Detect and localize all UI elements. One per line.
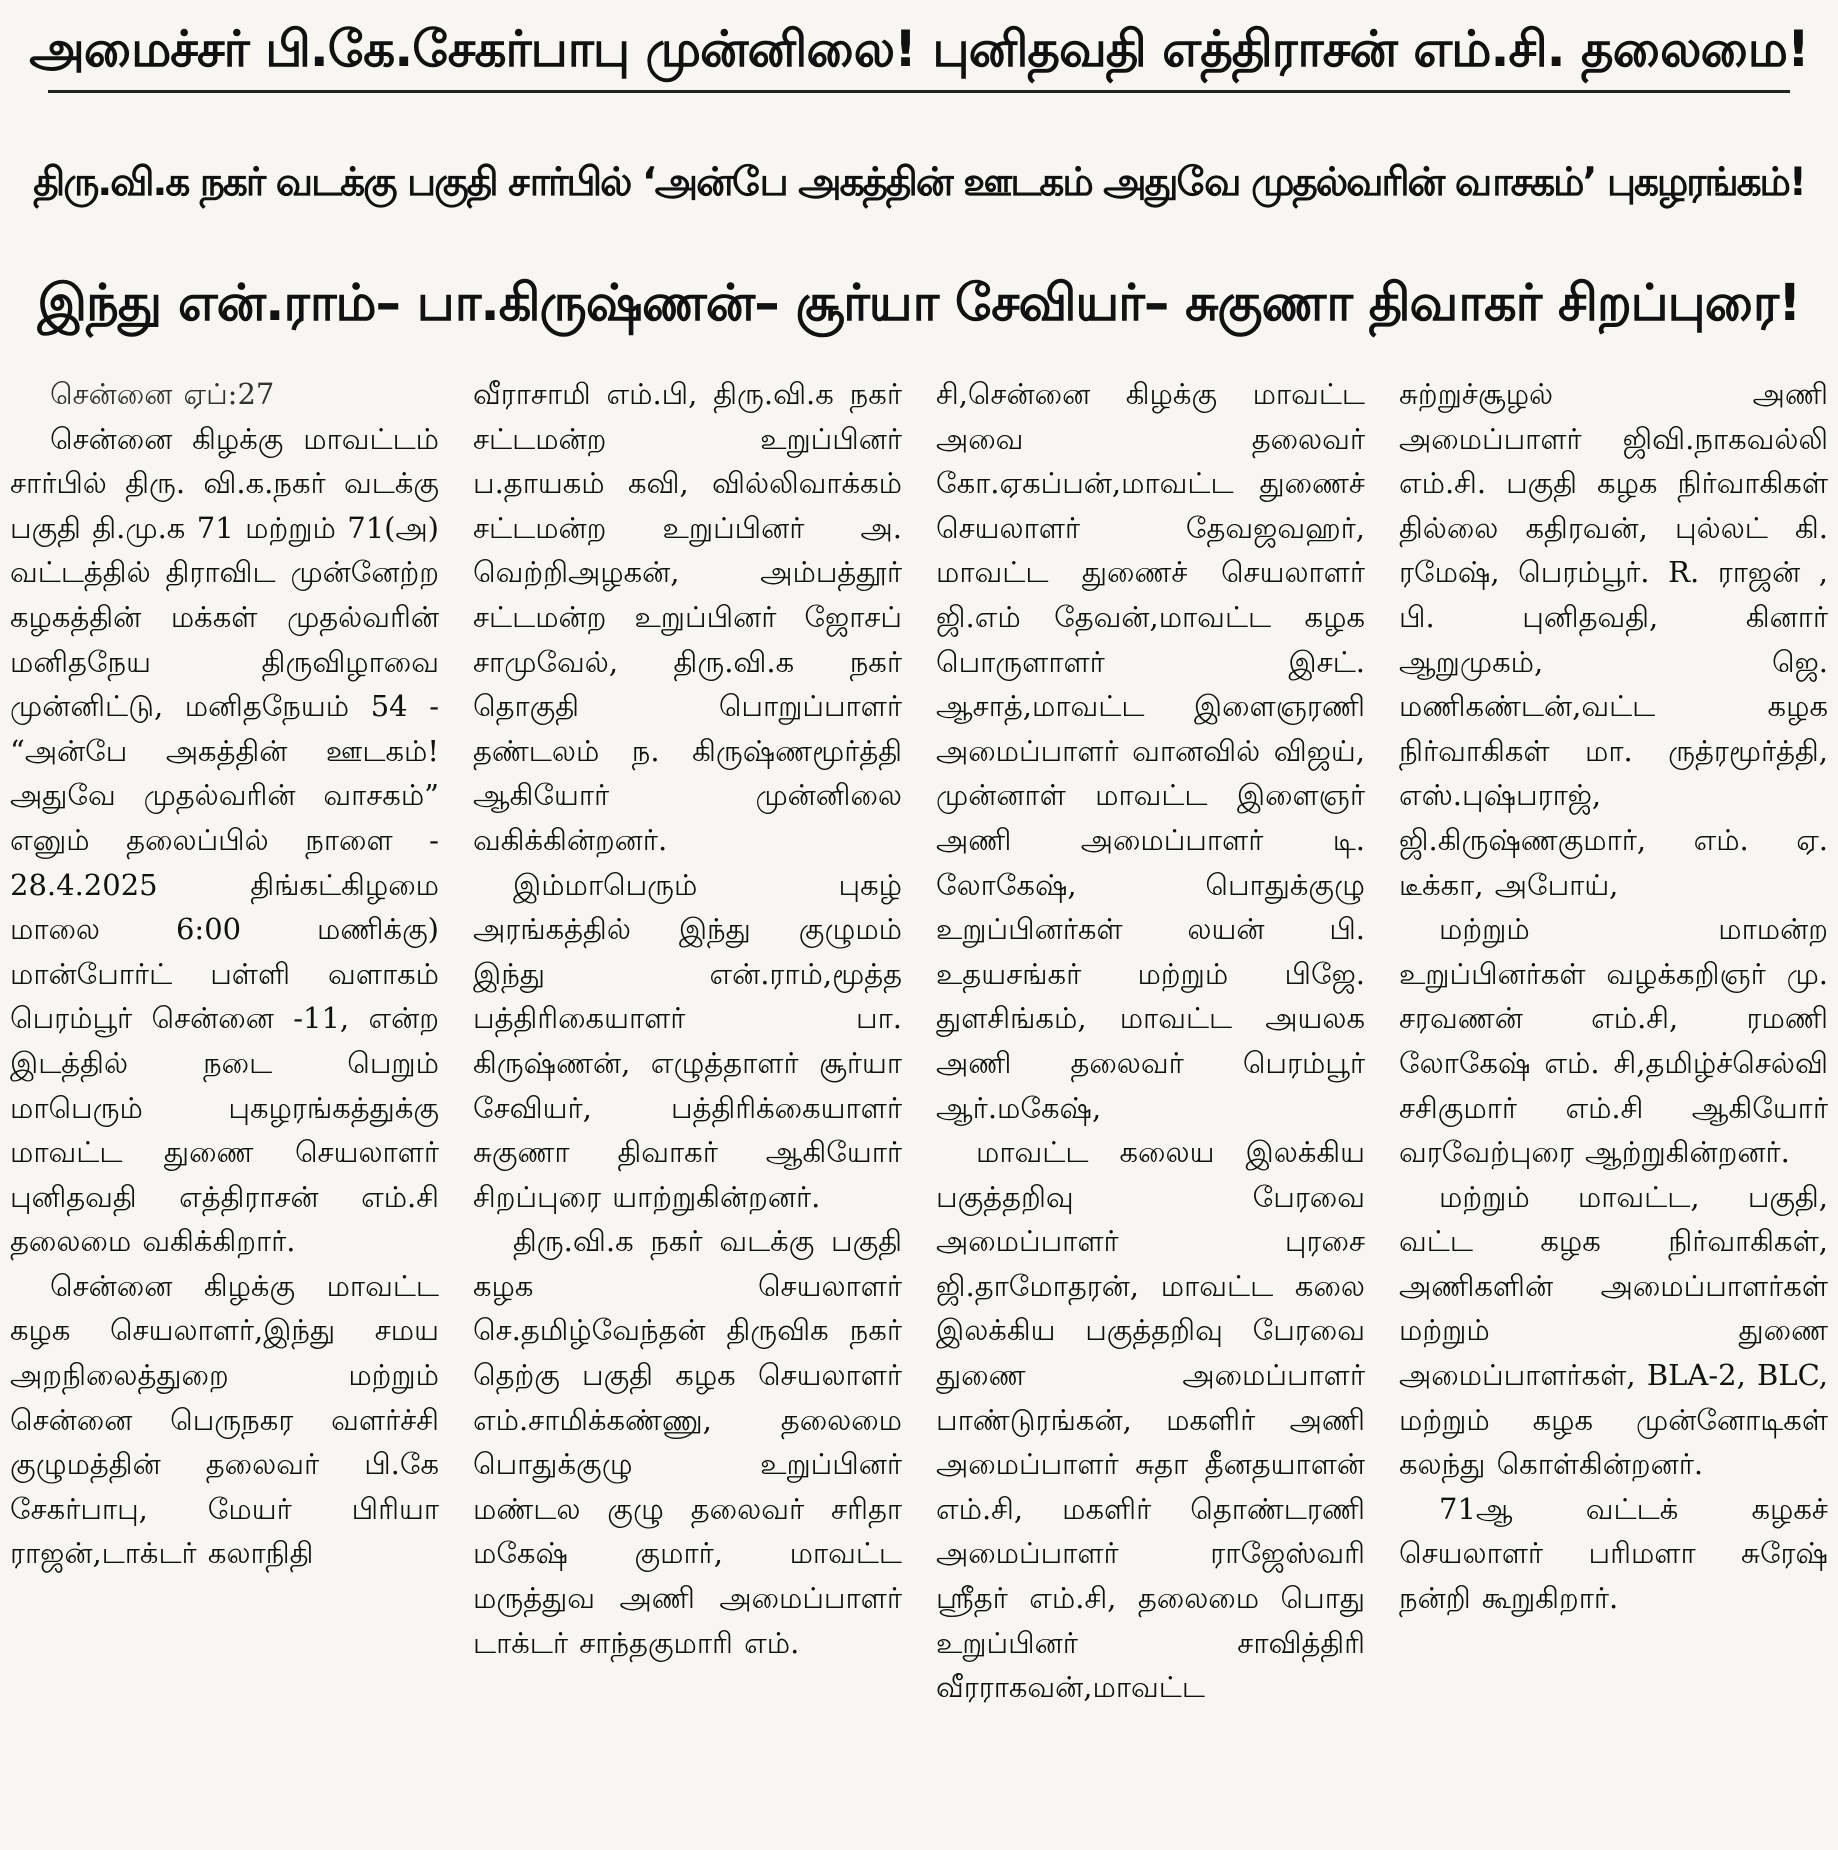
article-paragraph: சி,சென்னை கிழக்கு மாவட்ட அவை தலைவர் கோ.ஏகப்பன்,மாவட்ட துணைச் செயலாளர் தேவஜவஹர், மாவட்ட துணைச் செயலாளர் ஜி.எம் தேவன்,மாவட்ட கழக பொருளாளர் இசட். ஆசாத்,மாவட்ட இளைஞரணி அமைப்பாளர் வானவில் விஜய், முன்னாள் மாவட்ட இளைஞர் அணி அமைப்பாளர் டி. லோகேஷ், பொதுக்குழு உறுப்பினர்கள் லயன் பி. உதயசங்கர் மற்றும் பிஜே. துளசிங்கம், மாவட்ட அயலக அணி தலைவர் பெரம்பூர் ஆர்.மகேஷ்,	[936, 377, 1365, 1125]
dateline: சென்னை ஏப்:27	[50, 377, 275, 411]
article-paragraph: சென்னை கிழக்கு மாவட்ட கழக செயலாளர்,இந்து சமய அறநிலைத்துறை மற்றும் சென்னை பெருநகர வளர்ச்சி குழுமத்தின் தலைவர் பி.கே சேகர்பாபு, மேயர் பிரியா ராஜன்,டாக்டர் கலாநிதி	[10, 1268, 439, 1571]
article-column-1	[10, 372, 439, 1844]
article-paragraph: சுற்றுச்சூழல் அணி அமைப்பாளர் ஜிவி.நாகவல்லி எம்.சி. பகுதி கழக நிர்வாகிகள் தில்லை கதிரவன், புல்லட் கி. ரமேஷ், பெரம்பூர். R. ராஜன் , பி. புனிதவதி, கினார் ஆறுமுகம், ஜெ. மணிகண்டன்,வட்ட கழக நிர்வாகிகள் மா. ருத்ரமூர்த்தி, எஸ்.புஷ்பராஜ், ஜி.கிருஷ்ணகுமார், எம். ஏ. டீக்கா, அபோய்,	[1399, 377, 1828, 902]
article-column-2	[473, 372, 902, 1844]
article-column-4	[1399, 372, 1828, 1844]
article-paragraph: மற்றும் மாவட்ட, பகுதி, வட்ட கழக நிர்வாகிகள், அணிகளின் அமைப்பாளர்கள் மற்றும் துணை அமைப்பாளர்கள், BLA-2, BLC, மற்றும் கழக முன்னோடிகள் கலந்து கொள்கின்றனர்.	[1399, 1179, 1828, 1482]
sub-headline: இந்து என்.ராம்– பா.கிருஷ்ணன்– சூர்யா சேவியர்– சுகுணா திவாகர் சிறப்புரை!	[37, 274, 1801, 333]
main-headline: திரு.வி.க நகர் வடக்கு பகுதி சார்பில் ‘அன்பே அகத்தின் ஊடகம் அதுவே முதல்வரின் வாசகம்’ புகழரங்கம்!	[33, 160, 1805, 205]
kicker-headline: அமைச்சர் பி.கே.சேகர்பாபு முன்னிலை! புனிதவதி எத்திராசன் எம்.சி. தலைமை!	[29, 20, 1809, 78]
article-column-3	[936, 372, 1365, 1844]
article-paragraph: மாவட்ட கலைய இலக்கிய பகுத்தறிவு பேரவை அமைப்பாளர் புரசை ஜி.தாமோதரன், மாவட்ட கலை இலக்கிய பகுத்தறிவு பேரவை துணை அமைப்பாளர் பாண்டுரங்கன், மகளிர் அணி அமைப்பாளர் சுதா தீனதயாளன் எம்.சி, மகளிர் தொண்டரணி அமைப்பாளர் ராஜேஸ்வரி ஸ்ரீதர் எம்.சி, தலைமை பொது உறுப்பினர் சாவித்திரி வீரராகவன்,மாவட்ட	[936, 1135, 1365, 1705]
headline-divider	[48, 90, 1790, 93]
article-paragraph: இம்மாபெரும் புகழ் அரங்கத்தில் இந்து குழுமம் இந்து என்.ராம்,மூத்த பத்திரிகையாளர் பா. கிருஷ்ணன், எழுத்தாளர் சூர்யா சேவியர், பத்திரிக்கையாளர் சுகுணா திவாகர் ஆகியோர் சிறப்புரை யாற்றுகின்றனர்.	[473, 867, 902, 1214]
article-paragraph: திரு.வி.க நகர் வடக்கு பகுதி கழக செயலாளர் செ.தமிழ்வேந்தன் திருவிக நகர் தெற்கு பகுதி கழக செயலாளர் எம்.சாமிக்கண்ணு, தலைமை பொதுக்குழு உறுப்பினர் மண்டல குழு தலைவர் சரிதா மகேஷ் குமார், மாவட்ட மருத்துவ அணி அமைப்பாளர் டாக்டர் சாந்தகுமாரி எம்.	[473, 1224, 902, 1660]
article-body	[10, 372, 1828, 1844]
article-paragraph: மற்றும் மாமன்ற உறுப்பினர்கள் வழக்கறிஞர் மு. சரவணன் எம்.சி, ரமணி லோகேஷ் எம். சி,தமிழ்ச்செல்வி சசிகுமார் எம்.சி ஆகியோர் வரவேற்புரை ஆற்றுகின்றனர்.	[1399, 912, 1828, 1170]
article-paragraph: சென்னை கிழக்கு மாவட்டம் சார்பில் திரு. வி.க.நகர் வடக்கு பகுதி தி.மு.க 71 மற்றும் 71(அ) வட்டத்தில் திராவிட முன்னேற்ற கழகத்தின் மக்கள் முதல்வரின் மனிதநேய திருவிழாவை முன்னிட்டு, மனிதநேயம் 54 - “அன்பே அகத்தின் ஊடகம்! அதுவே முதல்வரின் வாசகம்” எனும் தலைப்பில் நாளை - 28.4.2025 திங்கட்கிழமை மாலை 6:00 மணிக்கு) மான்போர்ட் பள்ளி வளாகம் பெரம்பூர் சென்னை -11, என்ற இடத்தில் நடை பெறும் மாபெரும் புகழரங்கத்துக்கு மாவட்ட துணை செயலாளர் புனிதவதி எத்திராசன் எம்.சி தலைமை வகிக்கிறார்.	[10, 421, 439, 1259]
article-paragraph: 71ஆ வட்டக் கழகச் செயலாளர் பரிமளா சுரேஷ் நன்றி கூறுகிறார்.	[1399, 1491, 1828, 1616]
article-paragraph: வீராசாமி எம்.பி, திரு.வி.க நகர் சட்டமன்ற உறுப்பினர் ப.தாயகம் கவி, வில்லிவாக்கம் சட்டமன்ற உறுப்பினர் அ. வெற்றிஅழகன், அம்பத்தூர் சட்டமன்ற உறுப்பினர் ஜோசப் சாமுவேல், திரு.வி.க நகர் தொகுதி பொறுப்பாளர் தண்டலம் ந. கிருஷ்ணமூர்த்தி ஆகியோர் முன்னிலை வகிக்கின்றனர்.	[473, 377, 902, 857]
